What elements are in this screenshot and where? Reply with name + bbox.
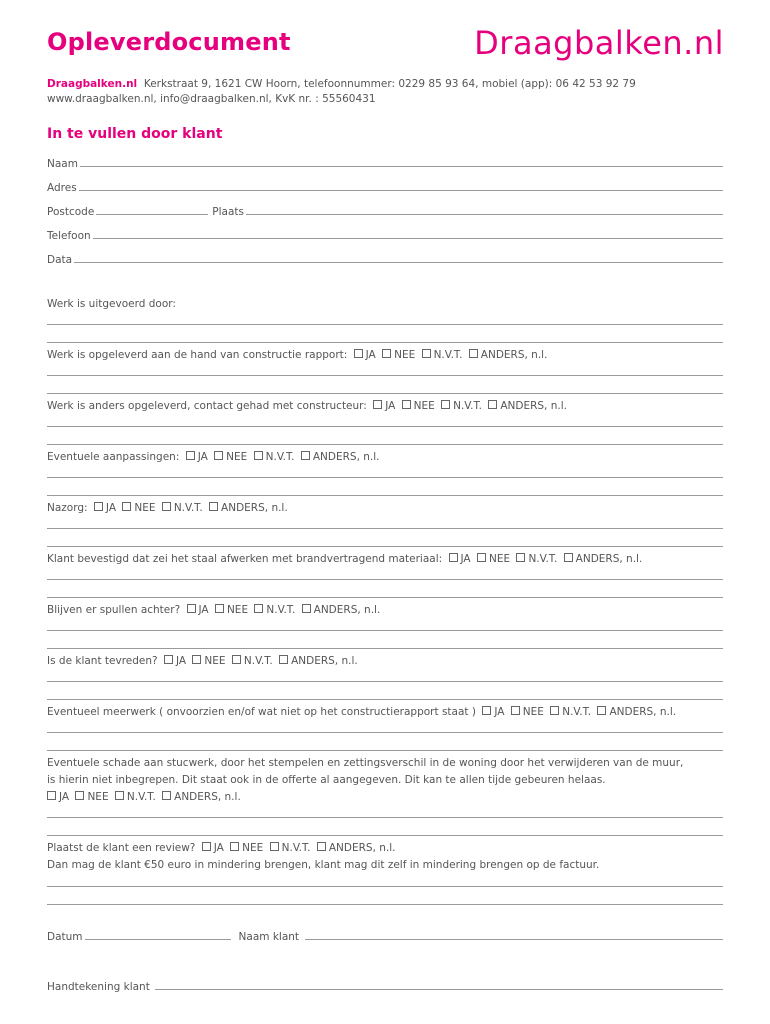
checkbox-icon[interactable] (214, 451, 223, 460)
postcode-input-line[interactable] (96, 214, 208, 215)
option-group (184, 604, 381, 616)
signature-date-field[interactable] (47, 927, 723, 943)
option-group (199, 842, 396, 854)
answer-line[interactable] (47, 597, 723, 598)
brand-logo: Draagbalken.nl (474, 24, 724, 62)
contact-line-2: www.draagbalken.nl, info@draagbalken.nl, KvK nr. : 55560431 (47, 93, 376, 105)
option-nee[interactable]: NEE (192, 655, 225, 667)
option-anders[interactable]: ANDERS, n.l. (597, 706, 676, 718)
answer-line[interactable] (47, 904, 723, 905)
checkbox-icon[interactable] (477, 553, 486, 562)
document-title: Opleverdocument (47, 28, 291, 56)
question-items-left (47, 602, 723, 619)
question-extra-work (47, 704, 723, 721)
question-construction-report (47, 347, 723, 364)
checkbox-icon[interactable] (402, 400, 411, 409)
option-ja[interactable]: JA (47, 791, 69, 803)
phone-input-line[interactable] (93, 238, 723, 239)
answer-line[interactable] (47, 426, 723, 427)
date-input-line[interactable] (74, 262, 723, 263)
option-anders[interactable]: ANDERS, n.l. (162, 791, 241, 803)
company-name: Draagbalken.nl (47, 78, 138, 90)
checkbox-icon[interactable] (162, 502, 171, 511)
question-text: Klant bevestigd dat zei het staal afwerken met brandvertragend materiaal: (47, 553, 443, 565)
option-anders[interactable]: ANDERS, n.l. (209, 502, 288, 514)
option-nee[interactable]: NEE (214, 451, 247, 463)
checkbox-icon[interactable] (47, 791, 56, 800)
question-text: Is de klant tevreden? (47, 655, 158, 667)
client-name-label: Naam klant (238, 931, 300, 943)
question-text-continued: is hierin niet inbegrepen. Dit staat ook in de offerte al aangegeven. Dit kan te allen tijde gebeuren helaas. (47, 774, 606, 786)
address-input-line[interactable] (79, 190, 723, 191)
checkbox-icon[interactable] (122, 502, 131, 511)
checkbox-icon[interactable] (564, 553, 573, 562)
option-nvt[interactable]: N.V.T. (115, 791, 156, 803)
contact-line-1 (47, 77, 727, 92)
question-other-delivery (47, 398, 723, 415)
checkbox-icon[interactable] (230, 842, 239, 851)
answer-line[interactable] (47, 375, 723, 376)
date-label: Data (47, 254, 73, 266)
address-field[interactable] (47, 178, 723, 194)
phone-field[interactable] (47, 226, 723, 242)
checkbox-icon[interactable] (115, 791, 124, 800)
option-nee[interactable]: NEE (122, 502, 155, 514)
question-text: Werk is anders opgeleverd, contact gehad met constructeur: (47, 400, 367, 412)
option-nee[interactable]: NEE (230, 842, 263, 854)
option-group (370, 400, 567, 412)
option-group (47, 791, 241, 803)
question-text: Blijven er spullen achter? (47, 604, 181, 616)
option-anders[interactable]: ANDERS, n.l. (317, 842, 396, 854)
question-damage (47, 755, 723, 806)
checkbox-icon[interactable] (302, 604, 311, 613)
checkbox-icon[interactable] (516, 553, 525, 562)
address-label: Adres (47, 182, 77, 194)
checkbox-icon[interactable] (254, 604, 263, 613)
answer-line[interactable] (47, 750, 723, 751)
answer-line[interactable] (47, 681, 723, 682)
date-field[interactable] (47, 250, 723, 266)
option-anders[interactable]: ANDERS, n.l. (302, 604, 381, 616)
option-nee[interactable]: NEE (75, 791, 108, 803)
option-anders[interactable]: ANDERS, n.l. (279, 655, 358, 667)
option-group (479, 706, 676, 718)
question-adjustments (47, 449, 723, 466)
answer-line[interactable] (47, 579, 723, 580)
sign-date-label: Datum (47, 931, 83, 943)
checkbox-icon[interactable] (301, 451, 310, 460)
checkbox-icon[interactable] (469, 349, 478, 358)
option-nvt[interactable]: N.V.T. (441, 400, 482, 412)
postcode-label: Postcode (47, 206, 95, 218)
checkbox-icon[interactable] (215, 604, 224, 613)
checkbox-icon[interactable] (232, 655, 241, 664)
option-group (161, 655, 358, 667)
option-ja[interactable]: JA (449, 553, 471, 565)
option-ja[interactable]: JA (202, 842, 224, 854)
checkbox-icon[interactable] (373, 400, 382, 409)
answer-line[interactable] (47, 817, 723, 818)
question-satisfied (47, 653, 723, 670)
checkbox-icon[interactable] (354, 349, 363, 358)
name-input-line[interactable] (80, 166, 723, 167)
company-contact (47, 77, 727, 107)
option-group (183, 451, 380, 463)
checkbox-icon[interactable] (202, 842, 211, 851)
option-nee[interactable]: NEE (511, 706, 544, 718)
checkbox-icon[interactable] (209, 502, 218, 511)
city-label: Plaats (212, 206, 245, 218)
checkbox-icon[interactable] (488, 400, 497, 409)
option-ja[interactable]: JA (187, 604, 209, 616)
answer-line[interactable] (47, 546, 723, 547)
checkbox-icon[interactable] (254, 451, 263, 460)
option-nvt[interactable]: N.V.T. (254, 604, 295, 616)
option-anders[interactable]: ANDERS, n.l. (564, 553, 643, 565)
answer-line[interactable] (47, 393, 723, 394)
answer-line[interactable] (47, 477, 723, 478)
answer-line[interactable] (47, 886, 723, 887)
option-group (91, 502, 288, 514)
checkbox-icon[interactable] (162, 791, 171, 800)
signature-field[interactable] (47, 977, 723, 993)
option-ja[interactable]: JA (94, 502, 116, 514)
checkbox-icon[interactable] (449, 553, 458, 562)
option-nvt[interactable]: N.V.T. (270, 842, 311, 854)
phone-label: Telefoon (47, 230, 91, 242)
review-note: Dan mag de klant €50 euro in mindering brengen, klant mag dit zelf in mindering brengen op de factuur. (47, 859, 600, 871)
checkbox-icon[interactable] (511, 706, 520, 715)
checkbox-icon[interactable] (597, 706, 606, 715)
client-name-input-line[interactable] (305, 939, 723, 940)
answer-line[interactable] (47, 528, 723, 529)
question-text: Eventuele aanpassingen: (47, 451, 180, 463)
checkbox-icon[interactable] (317, 842, 326, 851)
question-text: Plaatst de klant een review? (47, 842, 196, 854)
checkbox-icon[interactable] (482, 706, 491, 715)
option-ja[interactable]: JA (354, 349, 376, 361)
checkbox-icon[interactable] (164, 655, 173, 664)
checkbox-icon[interactable] (270, 842, 279, 851)
answer-line[interactable] (47, 732, 723, 733)
option-group (446, 553, 643, 565)
option-ja[interactable]: JA (482, 706, 504, 718)
checkbox-icon[interactable] (279, 655, 288, 664)
checkbox-icon[interactable] (382, 349, 391, 358)
option-nvt[interactable]: N.V.T. (516, 553, 557, 565)
option-ja[interactable]: JA (164, 655, 186, 667)
answer-line[interactable] (47, 444, 723, 445)
client-section-title: In te vullen door klant (47, 126, 223, 142)
city-input-line[interactable] (246, 214, 723, 215)
answer-line[interactable] (47, 648, 723, 649)
option-anders[interactable]: ANDERS, n.l. (301, 451, 380, 463)
option-nvt[interactable]: N.V.T. (550, 706, 591, 718)
checkbox-icon[interactable] (441, 400, 450, 409)
checkbox-icon[interactable] (550, 706, 559, 715)
option-nvt[interactable]: N.V.T. (254, 451, 295, 463)
question-text: Eventuele schade aan stucwerk, door het stempelen en zettingsverschil in de woning door het verwijderen van de muur, (47, 757, 684, 769)
answer-line[interactable] (47, 495, 723, 496)
question-fire-retardant (47, 551, 723, 568)
option-nee[interactable]: NEE (402, 400, 435, 412)
answer-line[interactable] (47, 835, 723, 836)
option-nee[interactable]: NEE (382, 349, 415, 361)
answer-line[interactable] (47, 699, 723, 700)
signature-label: Handtekening klant (47, 981, 150, 993)
question-text: Werk is uitgevoerd door: (47, 298, 176, 310)
name-field[interactable] (47, 154, 723, 170)
name-label: Naam (47, 158, 78, 170)
option-nvt[interactable]: N.V.T. (232, 655, 273, 667)
question-text: Werk is opgeleverd aan de hand van constructie rapport: (47, 349, 348, 361)
checkbox-icon[interactable] (422, 349, 431, 358)
option-group (351, 349, 548, 361)
checkbox-icon[interactable] (75, 791, 84, 800)
question-text: Eventueel meerwerk ( onvoorzien en/of wat niet op het constructierapport staat ) (47, 706, 476, 718)
postcode-city-field[interactable] (47, 202, 723, 218)
checkbox-icon[interactable] (187, 604, 196, 613)
answer-line[interactable] (47, 630, 723, 631)
question-review (47, 840, 723, 874)
sign-date-input-line[interactable] (85, 939, 231, 940)
checkbox-icon[interactable] (186, 451, 195, 460)
answer-line[interactable] (47, 342, 723, 343)
question-performed-by (47, 296, 723, 313)
signature-input-line[interactable] (155, 989, 723, 990)
option-nvt[interactable]: N.V.T. (162, 502, 203, 514)
contact-address: Kerkstraat 9, 1621 CW Hoorn, telefoonnummer: 0229 85 93 64, mobiel (app): 06 42 53 92 79 (143, 78, 636, 90)
checkbox-icon[interactable] (94, 502, 103, 511)
checkbox-icon[interactable] (192, 655, 201, 664)
option-nee[interactable]: NEE (215, 604, 248, 616)
question-text: Nazorg: (47, 502, 88, 514)
option-anders[interactable]: ANDERS, n.l. (469, 349, 548, 361)
answer-line[interactable] (47, 324, 723, 325)
option-ja[interactable]: JA (373, 400, 395, 412)
option-anders[interactable]: ANDERS, n.l. (488, 400, 567, 412)
option-nee[interactable]: NEE (477, 553, 510, 565)
option-nvt[interactable]: N.V.T. (422, 349, 463, 361)
option-ja[interactable]: JA (186, 451, 208, 463)
question-aftercare (47, 500, 723, 517)
